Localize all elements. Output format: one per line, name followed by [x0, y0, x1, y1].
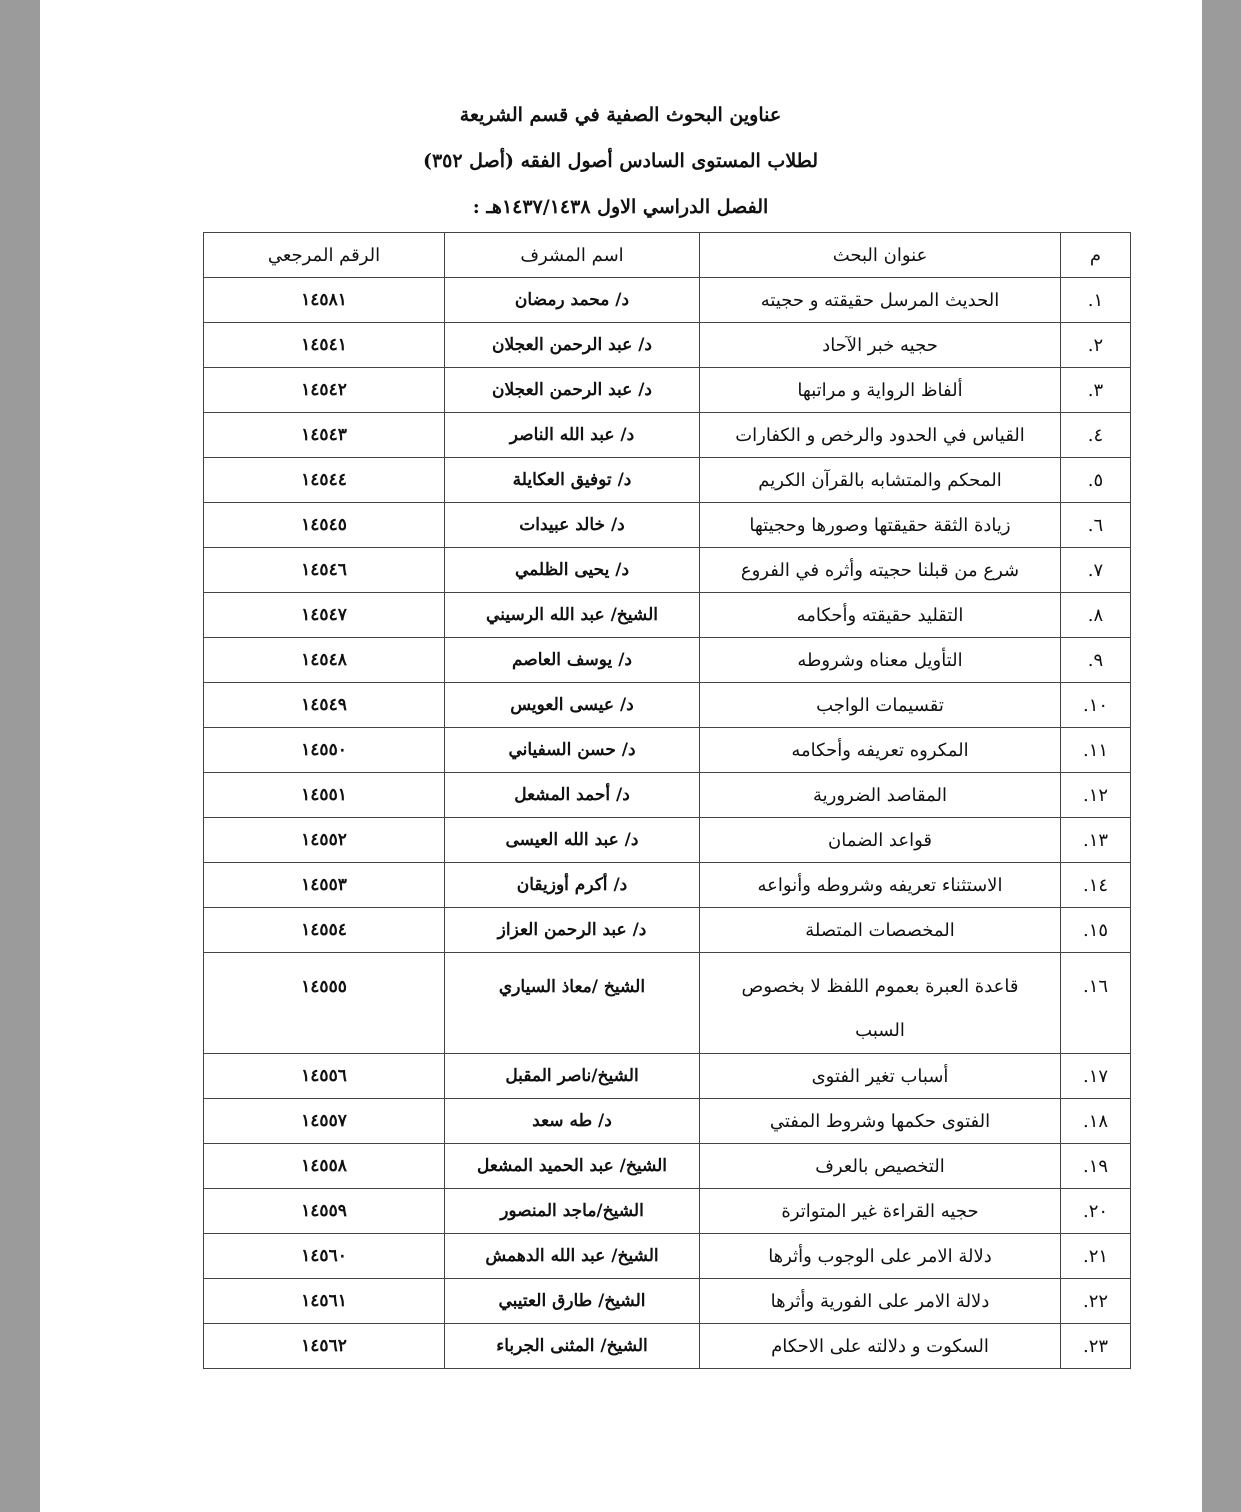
cell-title: التأويل معناه وشروطه: [700, 638, 1061, 683]
cell-supervisor: الشيخ/ عبد الله الرسيني: [445, 593, 700, 638]
cell-ref: ١٤٥٤١: [204, 323, 445, 368]
table-row: [204, 953, 1131, 1054]
table-row: [204, 1099, 1131, 1144]
cell-supervisor: د/ عبد الرحمن العجلان: [445, 323, 700, 368]
cell-ref: ١٤٥٦٢: [204, 1324, 445, 1369]
cell-supervisor: د/ يحيى الظلمي: [445, 548, 700, 593]
table-row: [204, 413, 1131, 458]
cell-title: التخصيص بالعرف: [700, 1144, 1061, 1189]
cell-title: الفتوى حكمها وشروط المفتي: [700, 1099, 1061, 1144]
cell-ref: ١٤٥٥٥: [204, 953, 445, 1054]
cell-num: ٢١.: [1061, 1234, 1131, 1279]
cell-ref: ١٤٥٤٨: [204, 638, 445, 683]
table-row: [204, 593, 1131, 638]
table-row: [204, 1324, 1131, 1369]
cell-supervisor: د/ يوسف العاصم: [445, 638, 700, 683]
cell-supervisor: د/ عبد الرحمن العزاز: [445, 908, 700, 953]
cell-ref: ١٤٥٥٩: [204, 1189, 445, 1234]
cell-supervisor: د/ محمد رمضان: [445, 278, 700, 323]
table-row: [204, 368, 1131, 413]
cell-ref: ١٤٥٤٦: [204, 548, 445, 593]
cell-supervisor: د/ عبد الله العيسى: [445, 818, 700, 863]
cell-supervisor: الشيخ/ عبد الحميد المشعل: [445, 1144, 700, 1189]
cell-ref: ١٤٥٤٣: [204, 413, 445, 458]
table-row: [204, 1189, 1131, 1234]
cell-num: ٢.: [1061, 323, 1131, 368]
cell-num: ١٧.: [1061, 1054, 1131, 1099]
cell-ref: ١٤٥٥٣: [204, 863, 445, 908]
cell-supervisor: د/ عبد الله الناصر: [445, 413, 700, 458]
cell-supervisor: د/ توفيق العكايلة: [445, 458, 700, 503]
cell-supervisor: د/ عبد الرحمن العجلان: [445, 368, 700, 413]
col-header-ref: الرقم المرجعي: [204, 233, 445, 278]
cell-title: حجيه القراءة غير المتواترة: [700, 1189, 1061, 1234]
cell-title: حجيه خبر الآحاد: [700, 323, 1061, 368]
cell-title: تقسيمات الواجب: [700, 683, 1061, 728]
table-row: [204, 818, 1131, 863]
document-title: عناوين البحوث الصفية في قسم الشريعة: [459, 104, 782, 126]
cell-ref: ١٤٥٥٢: [204, 818, 445, 863]
cell-title: زيادة الثقة حقيقتها وصورها وحجيتها: [700, 503, 1061, 548]
cell-num: ٢٠.: [1061, 1189, 1131, 1234]
cell-num: ١٣.: [1061, 818, 1131, 863]
cell-ref: ١٤٥٥١: [204, 773, 445, 818]
cell-ref: ١٤٥٤٥: [204, 503, 445, 548]
table-row: [204, 458, 1131, 503]
cell-ref: ١٤٥٨١: [204, 278, 445, 323]
cell-ref: ١٤٥٤٧: [204, 593, 445, 638]
table-header-row: [204, 233, 1131, 278]
document-subtitle: لطلاب المستوى السادس أصول الفقه (أصل ٣٥٢): [422, 150, 819, 172]
cell-num: ١٦.: [1061, 953, 1131, 1054]
cell-num: ٩.: [1061, 638, 1131, 683]
cell-ref: ١٤٥٦٠: [204, 1234, 445, 1279]
table-row: [204, 683, 1131, 728]
cell-title: الاستثناء تعريفه وشروطه وأنواعه: [700, 863, 1061, 908]
cell-title: المحكم والمتشابه بالقرآن الكريم: [700, 458, 1061, 503]
cell-num: ٣.: [1061, 368, 1131, 413]
table-row: [204, 278, 1131, 323]
col-header-supervisor: اسم المشرف: [445, 233, 700, 278]
cell-title: دلالة الامر على الوجوب وأثرها: [700, 1234, 1061, 1279]
cell-num: ٢٣.: [1061, 1324, 1131, 1369]
table-row: [204, 908, 1131, 953]
cell-num: ١٥.: [1061, 908, 1131, 953]
cell-ref: ١٤٥٤٩: [204, 683, 445, 728]
cell-supervisor: الشيخ/ المثنى الجرباء: [445, 1324, 700, 1369]
cell-title: السكوت و دلالته على الاحكام: [700, 1324, 1061, 1369]
cell-supervisor: د/ طه سعد: [445, 1099, 700, 1144]
table-row: [204, 863, 1131, 908]
cell-ref: ١٤٥٥٠: [204, 728, 445, 773]
cell-ref: ١٤٥٦١: [204, 1279, 445, 1324]
cell-num: ٨.: [1061, 593, 1131, 638]
cell-title: المكروه تعريفه وأحكامه: [700, 728, 1061, 773]
table-row: [204, 773, 1131, 818]
cell-ref: ١٤٥٥٤: [204, 908, 445, 953]
cell-title: قواعد الضمان: [700, 818, 1061, 863]
cell-title: دلالة الامر على الفورية وأثرها: [700, 1279, 1061, 1324]
cell-num: ١٠.: [1061, 683, 1131, 728]
cell-supervisor: الشيخ/ناصر المقبل: [445, 1054, 700, 1099]
cell-supervisor: د/ عيسى العويس: [445, 683, 700, 728]
cell-num: ١٤.: [1061, 863, 1131, 908]
cell-num: ٥.: [1061, 458, 1131, 503]
cell-supervisor: الشيخ/ طارق العتيبي: [445, 1279, 700, 1324]
cell-title: أسباب تغير الفتوى: [700, 1054, 1061, 1099]
cell-num: ١.: [1061, 278, 1131, 323]
cell-title: التقليد حقيقته وأحكامه: [700, 593, 1061, 638]
table-row: [204, 1054, 1131, 1099]
cell-title: قاعدة العبرة بعموم اللفظ لا بخصوص السبب: [700, 953, 1061, 1054]
cell-num: ١١.: [1061, 728, 1131, 773]
cell-supervisor: د/ حسن السفياني: [445, 728, 700, 773]
research-table: [203, 232, 1131, 1369]
cell-ref: ١٤٥٥٦: [204, 1054, 445, 1099]
table-row: [204, 1234, 1131, 1279]
cell-supervisor: الشيخ/ماجد المنصور: [445, 1189, 700, 1234]
table-row: [204, 323, 1131, 368]
semester-line: الفصل الدراسي الاول ١٤٣٧/١٤٣٨هـ :: [472, 196, 769, 218]
cell-title: ألفاظ الرواية و مراتبها: [700, 368, 1061, 413]
cell-num: ١٢.: [1061, 773, 1131, 818]
cell-title: المقاصد الضرورية: [700, 773, 1061, 818]
cell-title: شرع من قبلنا حجيته وأثره في الفروع: [700, 548, 1061, 593]
cell-num: ٧.: [1061, 548, 1131, 593]
cell-num: ٦.: [1061, 503, 1131, 548]
cell-num: ٢٢.: [1061, 1279, 1131, 1324]
cell-supervisor: د/ خالد عبيدات: [445, 503, 700, 548]
col-header-num: م: [1061, 233, 1131, 278]
cell-title: المخصصات المتصلة: [700, 908, 1061, 953]
table-row: [204, 1279, 1131, 1324]
table-row: [204, 503, 1131, 548]
col-header-title: عنوان البحث: [700, 233, 1061, 278]
cell-supervisor: د/ أكرم أوزيقان: [445, 863, 700, 908]
cell-num: ١٩.: [1061, 1144, 1131, 1189]
cell-ref: ١٤٥٤٤: [204, 458, 445, 503]
cell-ref: ١٤٥٥٧: [204, 1099, 445, 1144]
cell-title: الحديث المرسل حقيقته و حجيته: [700, 278, 1061, 323]
cell-title: القياس في الحدود والرخص و الكفارات: [700, 413, 1061, 458]
cell-ref: ١٤٥٤٢: [204, 368, 445, 413]
table-row: [204, 728, 1131, 773]
cell-num: ١٨.: [1061, 1099, 1131, 1144]
cell-num: ٤.: [1061, 413, 1131, 458]
table-row: [204, 548, 1131, 593]
table-row: [204, 1144, 1131, 1189]
cell-supervisor: د/ أحمد المشعل: [445, 773, 700, 818]
cell-supervisor: الشيخ /معاذ السياري: [445, 953, 700, 1054]
cell-ref: ١٤٥٥٨: [204, 1144, 445, 1189]
table-row: [204, 638, 1131, 683]
cell-supervisor: الشيخ/ عبد الله الدهمش: [445, 1234, 700, 1279]
